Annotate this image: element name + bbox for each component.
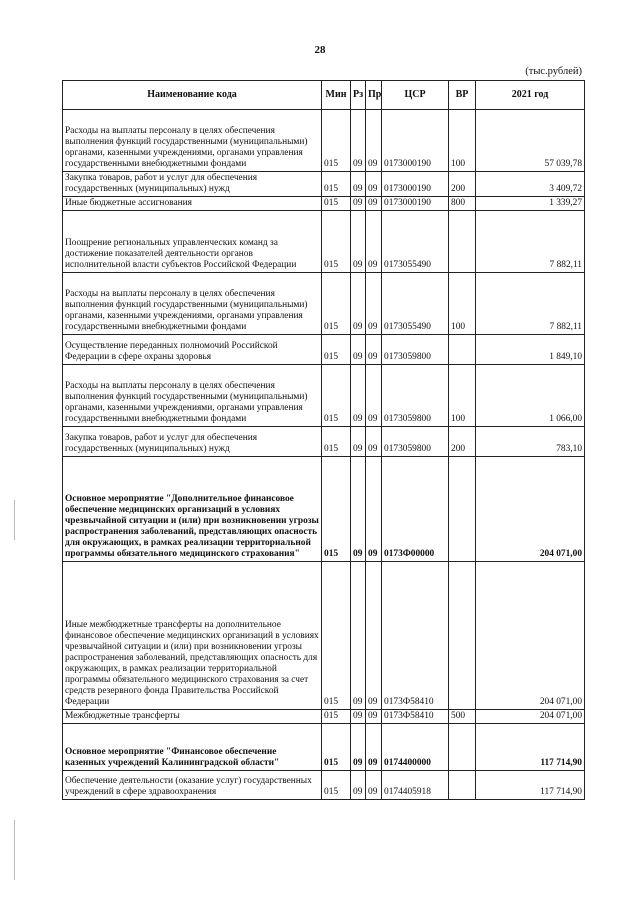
row-min: 015 xyxy=(322,365,351,427)
row-amount: 1 339,27 xyxy=(476,197,585,211)
row-amount: 3 409,72 xyxy=(476,172,585,197)
row-vr: 100 xyxy=(449,365,476,427)
row-name: Межбюджетные трансферты xyxy=(63,710,322,724)
row-csr: 0173Ф58410 xyxy=(382,562,449,710)
row-name: Иные бюджетные ассигнования xyxy=(63,197,322,211)
row-vr: 500 xyxy=(449,710,476,724)
row-csr: 0173000190 xyxy=(382,172,449,197)
budget-table xyxy=(62,80,585,800)
table-row xyxy=(63,457,585,562)
units-label: (тыс.рублей) xyxy=(525,66,582,77)
table-row xyxy=(63,365,585,427)
row-amount: 7 882,11 xyxy=(476,211,585,273)
row-amount: 204 071,00 xyxy=(476,562,585,710)
row-pr: 09 xyxy=(366,710,382,724)
row-amount: 117 714,90 xyxy=(476,771,585,800)
table-row xyxy=(63,335,585,365)
row-csr: 0173Ф58410 xyxy=(382,710,449,724)
row-rz: 09 xyxy=(351,365,366,427)
row-csr: 0174400000 xyxy=(382,724,449,771)
row-vr: 100 xyxy=(449,110,476,172)
row-rz: 09 xyxy=(351,562,366,710)
row-min: 015 xyxy=(322,457,351,562)
row-name: Расходы на выплаты персоналу в целях обеспечения выполнения функций государственными (муниципальными) органами, казенными учреждениями, органами управления государственными внебюджетными фондами xyxy=(63,365,322,427)
margin-mark xyxy=(14,500,15,540)
row-vr xyxy=(449,335,476,365)
row-rz: 09 xyxy=(351,771,366,800)
row-name: Обеспечение деятельности (оказание услуг) государственных учреждений в сфере здравоохранения xyxy=(63,771,322,800)
row-vr xyxy=(449,562,476,710)
row-name: Осуществление переданных полномочий Российской Федерации в сфере охраны здоровья xyxy=(63,335,322,365)
row-name: Закупка товаров, работ и услуг для обеспечения государственных (муниципальных) нужд xyxy=(63,427,322,457)
row-name: Расходы на выплаты персоналу в целях обеспечения выполнения функций государственными (муниципальными) органами, казенными учреждениями, органами управления государственными внебюджетными фондами xyxy=(63,273,322,335)
table-row xyxy=(63,427,585,457)
row-rz: 09 xyxy=(351,172,366,197)
table-row xyxy=(63,273,585,335)
row-pr: 09 xyxy=(366,427,382,457)
row-vr xyxy=(449,457,476,562)
row-pr: 09 xyxy=(366,211,382,273)
row-min: 015 xyxy=(322,710,351,724)
row-min: 015 xyxy=(322,427,351,457)
margin-mark xyxy=(14,820,15,880)
row-amount: 1 066,00 xyxy=(476,365,585,427)
row-csr: 0173000190 xyxy=(382,197,449,211)
row-pr: 09 xyxy=(366,110,382,172)
row-csr: 0174405918 xyxy=(382,771,449,800)
row-pr: 09 xyxy=(366,172,382,197)
row-min: 015 xyxy=(322,211,351,273)
table-row xyxy=(63,562,585,710)
row-rz: 09 xyxy=(351,335,366,365)
row-rz: 09 xyxy=(351,710,366,724)
row-amount: 204 071,00 xyxy=(476,710,585,724)
page-number: 28 xyxy=(314,44,326,56)
row-pr: 09 xyxy=(366,771,382,800)
row-rz: 09 xyxy=(351,110,366,172)
row-name: Основное мероприятие "Финансовое обеспечение казенных учреждений Калининградской области" xyxy=(63,724,322,771)
table-row xyxy=(63,110,585,172)
row-pr: 09 xyxy=(366,273,382,335)
row-vr: 800 xyxy=(449,197,476,211)
table-row xyxy=(63,724,585,771)
row-amount: 783,10 xyxy=(476,427,585,457)
header-csr: ЦСР xyxy=(382,81,449,110)
row-pr: 09 xyxy=(366,457,382,562)
header-year: 2021 год xyxy=(476,81,585,110)
row-min: 015 xyxy=(322,197,351,211)
row-pr: 09 xyxy=(366,365,382,427)
row-name: Закупка товаров, работ и услуг для обеспечения государственных (муниципальных) нужд xyxy=(63,172,322,197)
header-rz: Рз xyxy=(351,81,366,110)
row-pr: 09 xyxy=(366,197,382,211)
row-min: 015 xyxy=(322,335,351,365)
table-header-row xyxy=(63,81,585,110)
row-amount: 117 714,90 xyxy=(476,724,585,771)
row-csr: 0173059800 xyxy=(382,335,449,365)
row-csr: 0173055490 xyxy=(382,211,449,273)
row-csr: 0173000190 xyxy=(382,110,449,172)
row-csr: 0173059800 xyxy=(382,427,449,457)
header-vr: ВР xyxy=(449,81,476,110)
row-rz: 09 xyxy=(351,724,366,771)
row-pr: 09 xyxy=(366,562,382,710)
row-pr: 09 xyxy=(366,335,382,365)
row-min: 015 xyxy=(322,110,351,172)
row-min: 015 xyxy=(322,562,351,710)
row-csr: 0173Ф00000 xyxy=(382,457,449,562)
header-name: Наименование кода xyxy=(63,81,322,110)
row-amount: 7 882,11 xyxy=(476,273,585,335)
table-row xyxy=(63,771,585,800)
table-row xyxy=(63,197,585,211)
row-rz: 09 xyxy=(351,273,366,335)
row-vr: 200 xyxy=(449,172,476,197)
header-min: Мин xyxy=(322,81,351,110)
row-vr: 200 xyxy=(449,427,476,457)
row-vr: 100 xyxy=(449,273,476,335)
row-name: Расходы на выплаты персоналу в целях обеспечения выполнения функций государственными (муниципальными) органами, казенными учреждениями, органами управления государственными внебюджетными фондами xyxy=(63,110,322,172)
row-amount: 57 039,78 xyxy=(476,110,585,172)
row-name: Поощрение региональных управленческих команд за достижение показателей деятельности органов исполнительной власти субъектов Российской Федерации xyxy=(63,211,322,273)
table-row xyxy=(63,172,585,197)
row-rz: 09 xyxy=(351,427,366,457)
row-rz: 09 xyxy=(351,197,366,211)
row-csr: 0173055490 xyxy=(382,273,449,335)
header-pr: Пр xyxy=(366,81,382,110)
table-row xyxy=(63,211,585,273)
row-pr: 09 xyxy=(366,724,382,771)
row-name: Иные межбюджетные трансферты на дополнительное финансовое обеспечение медицинских организаций в условиях чрезвычайной ситуации и (или) при возникновении угрозы распространения заболеваний, представляющих опасность для окружающих, в рамках реализации территориальной программы обязательного медицинского страхования за счет средств резервного фонда Правительства Российской Федерации xyxy=(63,562,322,710)
row-rz: 09 xyxy=(351,457,366,562)
row-min: 015 xyxy=(322,771,351,800)
row-amount: 204 071,00 xyxy=(476,457,585,562)
row-vr xyxy=(449,211,476,273)
row-rz: 09 xyxy=(351,211,366,273)
table-row xyxy=(63,710,585,724)
row-min: 015 xyxy=(322,172,351,197)
row-csr: 0173059800 xyxy=(382,365,449,427)
row-name: Основное мероприятие "Дополнительное финансовое обеспечение медицинских организаций в условиях чрезвычайной ситуации и (или) при возникновении угрозы распространения заболеваний, представляющих опасность для окружающих, в рамках реализации территориальной программы обязательного медицинского страхования" xyxy=(63,457,322,562)
row-min: 015 xyxy=(322,273,351,335)
row-vr xyxy=(449,724,476,771)
row-amount: 1 849,10 xyxy=(476,335,585,365)
row-vr xyxy=(449,771,476,800)
row-min: 015 xyxy=(322,724,351,771)
